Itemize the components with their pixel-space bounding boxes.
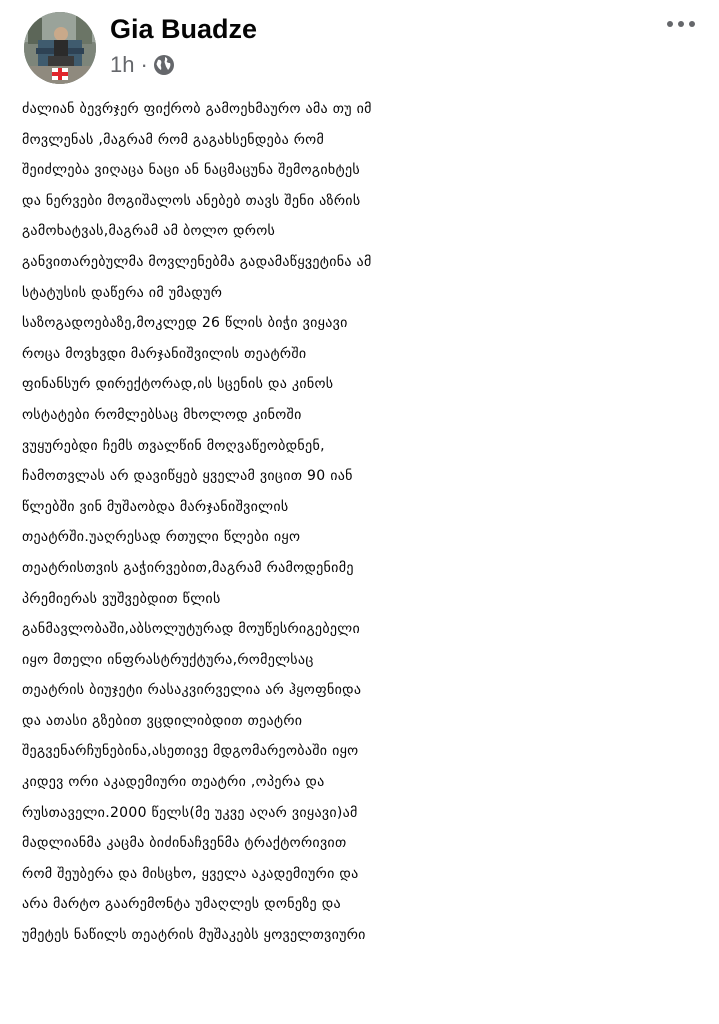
more-dot-icon [678,21,684,27]
post-meta [110,51,175,79]
post-text-line: წლებში ვინ მუშაობდა მარჯანიშვილის [22,498,289,515]
post-text-line: განვითარებულმა მოვლენებმა გადამაწყვეტინა ამ [22,253,372,270]
more-dot-icon [689,21,695,27]
meta-separator: · [140,52,148,77]
post-text-line: განმავლობაში,აბსოლუტურად მოუწესრიგებელი [22,621,361,638]
post-text-line: პრემიერას ვუშვებდით წლის [22,590,221,607]
post-text-line: თეატრში.უაღრესად რთული წლები იყო [22,529,301,546]
author-name[interactable]: Gia Buadze [110,14,258,44]
post-text-line: როცა მოვხვდი მარჯანიშვილის თეატრში [22,345,307,362]
post-text-line: გამოხატვას,მაგრამ ამ ბოლო დროს [22,223,276,240]
post-text-line: არა მარტო გაარემონტა უმაღლეს დონეზე და [22,896,341,913]
post-text-line: ჩამოთვლას არ დავიწყებ ყველამ ვიცით 90 იან [22,468,353,485]
post-text-line: კიდევ ორი აკადემიური თეატრი ,ოპერა და [22,774,325,791]
avatar-photo [24,12,96,84]
avatar[interactable] [24,12,96,84]
post-text-line: მოვლენას ,მაგრამ რომ გაგახსენდება რომ [22,131,325,148]
post-text-line: ოსტატები რომლებსაც მხოლოდ კინოში [22,406,302,423]
post-text-line: საზოგადოებაზე,მოკლედ 26 წლის ბიჭი ვიყავი [22,315,348,332]
post-text-line: უმეტეს ნაწილს თეატრის მუშაკებს ყოველთვიური [22,927,366,944]
post-header [0,0,719,90]
more-options-button[interactable] [667,14,695,34]
globe-icon[interactable] [153,54,175,76]
more-dot-icon [667,21,673,27]
post-text-line: იყო მთელი ინფრასტრუქტურა,რომელსაც [22,651,314,668]
post-text-line: შეიძლება ვიღაცა ნაცი ან ნაცმაცუნა შემოგიხტეს [22,162,361,179]
post-text-line: შეგვენარჩუნებინა,ასეთივე მდგომარეობაში იყო [22,743,359,760]
post-text [22,94,702,951]
post-text-line: ძალიან ბევრჯერ ფიქრობ გამოეხმაურო ამა თუ იმ [22,101,372,117]
post-text-line: თეატრის ბიუჯეტი რასაკვირველია არ ჰყოფნიდა [22,682,362,699]
post-text-line: ფინანსურ დირექტორად,ის სცენის და კინოს [22,376,334,393]
post-timestamp[interactable]: 1h [110,52,135,77]
post-text-line: სტატუსის დაწერა იმ უმადურ [22,284,223,301]
post-text-line: რომ შეუბერა და მისცხო, ყველა აკადემიური და [22,865,359,882]
post-text-line: თეატრისთვის გაჭირვებით,მაგრამ რამოდენიმე [22,559,354,576]
post-text-line: და ათასი გზებით ვცდილიბდით თეატრი [22,712,303,729]
post-text-line: ვუყურებდი ჩემს თვალწინ მოღვაწეობდნენ, [22,437,325,454]
post-text-line: რუსთაველი.2000 წელს(მე უკვე აღარ ვიყავი)ამ [22,804,358,821]
post-text-line: მადლიანმა კაცმა ბიძინაჩვენმა ტრაქტორივით [22,835,347,852]
post-text-line: და ნერვები მოგიშალოს ანებებ თავს შენი აზრის [22,192,361,209]
